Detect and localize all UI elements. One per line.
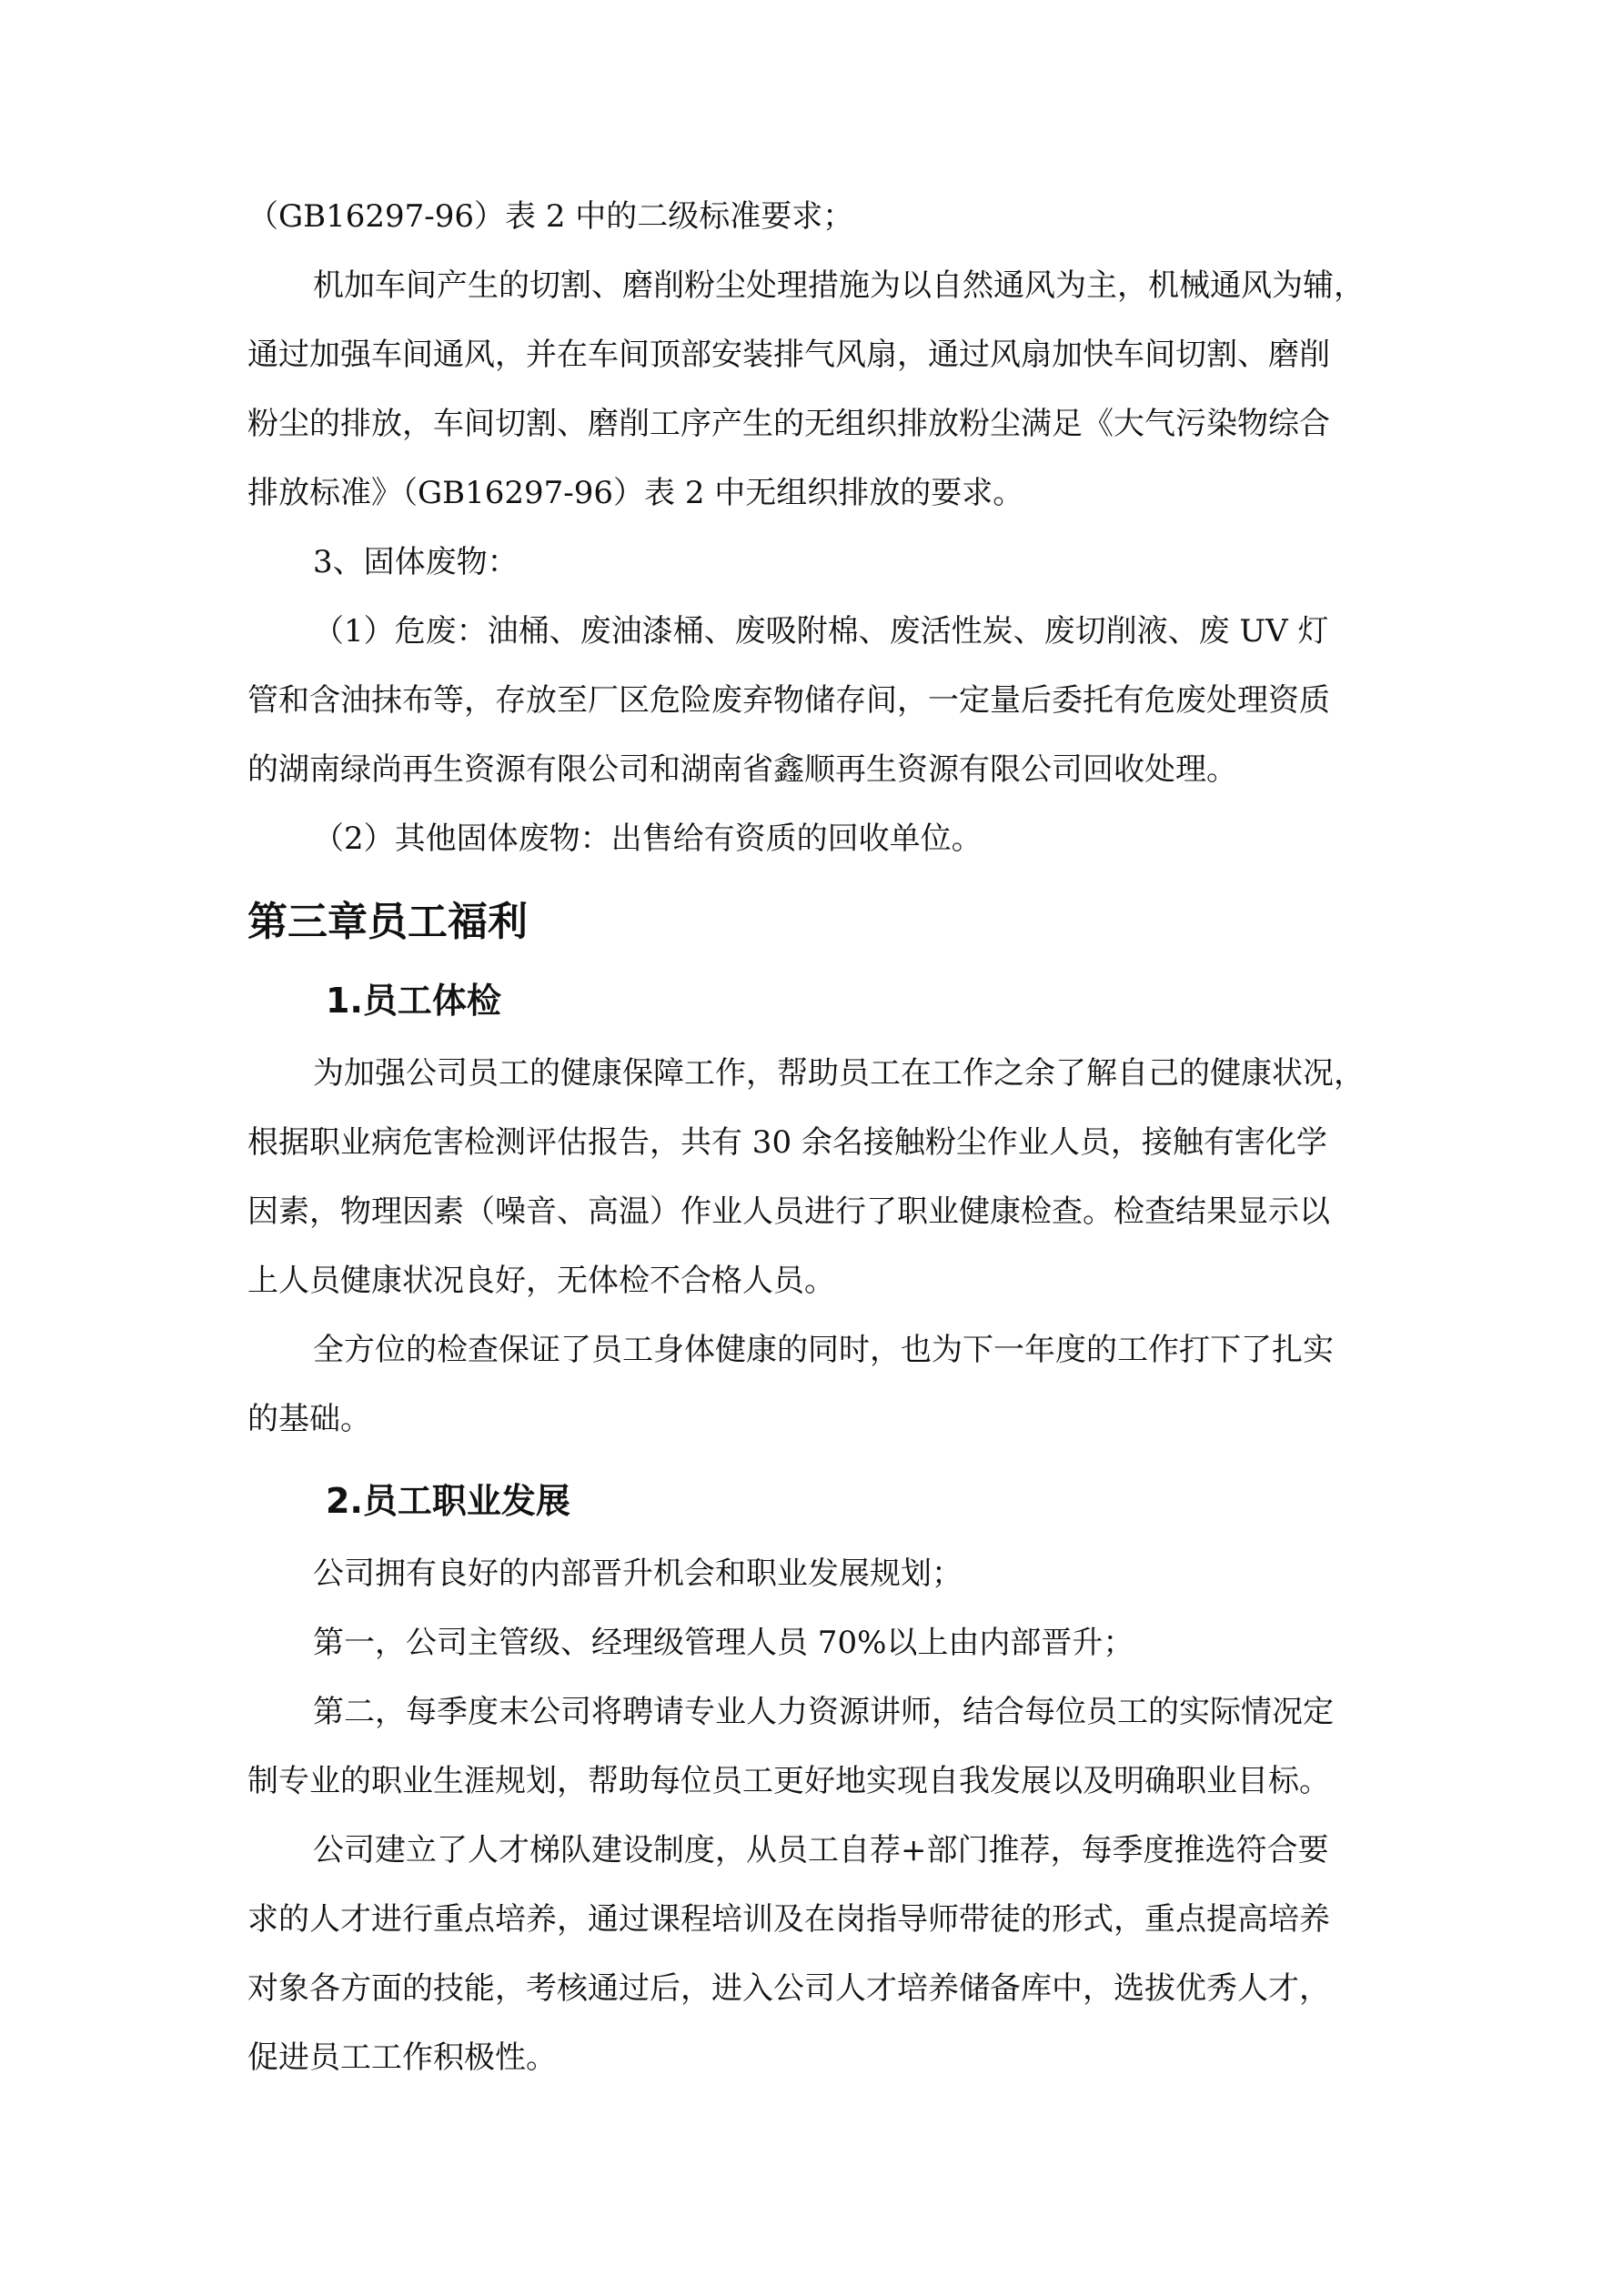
machining-dust-paragraph <box>247 251 1394 528</box>
paragraph-line: 的湖南绿尚再生资源有限公司和湖南省鑫顺再生资源有限公司回收处理。 <box>247 751 1237 788</box>
paragraph-line: 第二，每季度末公司将聘请专业人力资源讲师，结合每位员工的实际情况定 <box>313 1694 1334 1730</box>
health-check-summary-paragraph <box>247 1315 1394 1454</box>
hazardous-waste-paragraph <box>247 597 1394 804</box>
paragraph-line: 粉尘的排放，车间切割、磨削工序产生的无组织排放粉尘满足《大气污染物综合 <box>247 406 1330 442</box>
paragraph-line: 的基础。 <box>247 1401 371 1437</box>
paragraph-line: 上人员健康状况良好，无体检不合格人员。 <box>247 1263 835 1299</box>
paragraph-line: 对象各方面的技能，考核通过后，进入公司人才培养储备库中，选拔优秀人才， <box>247 1970 1330 2007</box>
other-waste-line: （2）其他固体废物：出售给有资质的回收单位。 <box>313 821 983 857</box>
paragraph-line: 求的人才进行重点培养，通过课程培训及在岗指导师带徒的形式，重点提高培养 <box>247 1901 1330 1938</box>
talent-pipeline-paragraph <box>247 1816 1394 2092</box>
paragraph-line: 因素，物理因素（噪音、高温）作业人员进行了职业健康检查。检查结果显示以 <box>247 1193 1330 1230</box>
paragraph-line: （1）危废：油桶、废油漆桶、废吸附棉、废活性炭、废切削液、废 UV 灯 <box>313 613 1329 650</box>
paragraph-line: 促进员工工作积极性。 <box>247 2039 557 2076</box>
career-first-line: 第一，公司主管级、经理级管理人员 70%以上由内部晋升； <box>313 1625 1134 1661</box>
career-intro-line: 公司拥有良好的内部晋升机会和职业发展规划； <box>313 1556 963 1592</box>
paragraph-line: 根据职业病危害检测评估报告，共有 30 余名接触粉尘作业人员，接触有害化学 <box>247 1124 1327 1161</box>
paragraph-line: 机加车间产生的切割、磨削粉尘处理措施为以自然通风为主，机械通风为辅， <box>313 267 1365 304</box>
paragraph-line: 全方位的检查保证了员工身体健康的同时，也为下一年度的工作打下了扎实 <box>313 1332 1334 1368</box>
standard-requirement-line: （GB16297-96）表 2 中的二级标准要求； <box>247 198 854 235</box>
section-title-career-development: 2.员工职业发展 <box>326 1481 570 1521</box>
paragraph-line: 为加强公司员工的健康保障工作，帮助员工在工作之余了解自己的健康状况， <box>313 1055 1365 1092</box>
solid-waste-heading: 3、固体废物： <box>313 544 519 580</box>
section-title-health-check: 1.员工体检 <box>326 981 501 1021</box>
paragraph-line: 管和含油抹布等，存放至厂区危险废弃物储存间，一定量后委托有危废处理资质 <box>247 682 1330 719</box>
paragraph-line: 制专业的职业生涯规划，帮助每位员工更好地实现自我发展以及明确职业目标。 <box>247 1763 1330 1799</box>
paragraph-line: 排放标准》（GB16297-96）表 2 中无组织排放的要求。 <box>247 475 1024 511</box>
paragraph-line: 通过加强车间通风，并在车间顶部安装排气风扇，通过风扇加快车间切割、磨削 <box>247 337 1330 373</box>
chapter-title: 第三章员工福利 <box>247 899 528 945</box>
health-check-paragraph <box>247 1039 1394 1315</box>
career-second-paragraph <box>247 1677 1394 1816</box>
paragraph-line: 公司建立了人才梯队建设制度，从员工自荐+部门推荐，每季度推选符合要 <box>313 1832 1329 1868</box>
